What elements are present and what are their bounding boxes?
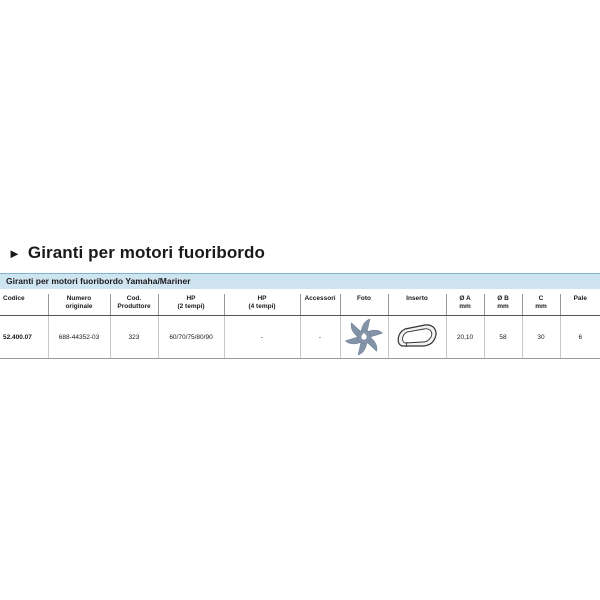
impeller-photo-icon — [344, 317, 384, 357]
col-header-foto: Foto — [340, 294, 388, 316]
col-header-inserto: Inserto — [388, 294, 446, 316]
insert-oval-icon — [394, 320, 440, 354]
cell-inserto — [388, 316, 446, 359]
cell-hp-2-tempi: 60/70/75/80/90 — [158, 316, 224, 359]
section-bar — [0, 273, 600, 289]
cell-hp-4-tempi: - — [224, 316, 300, 359]
product-table — [0, 294, 600, 359]
triangle-arrow-icon: ► — [8, 245, 21, 261]
col-header-cod-produttore: Cod. Produttore — [110, 294, 158, 316]
col-header-accessori: Accessori — [300, 294, 340, 316]
cell-numero-originale: 688-44352-03 — [48, 316, 110, 359]
cell-codice: 52.400.07 — [0, 316, 48, 359]
col-header-diam-a: Ø A mm — [446, 294, 484, 316]
table-row — [0, 316, 600, 359]
col-header-c: C mm — [522, 294, 560, 316]
page-title: Giranti per motori fuoribordo — [27, 243, 265, 262]
col-header-pale: Pale — [560, 294, 600, 316]
cell-accessori: - — [300, 316, 340, 359]
col-header-hp-4-tempi: HP (4 tempi) — [224, 294, 300, 316]
cell-c: 30 — [522, 316, 560, 359]
heading-row — [8, 243, 265, 263]
cell-diam-a: 20,10 — [446, 316, 484, 359]
cell-cod-produttore: 323 — [110, 316, 158, 359]
section-title: Giranti per motori fuoribordo Yamaha/Mariner — [6, 276, 191, 286]
cell-foto — [340, 316, 388, 359]
table-header-row — [0, 294, 600, 316]
cell-diam-b: 58 — [484, 316, 522, 359]
cell-pale: 6 — [560, 316, 600, 359]
col-header-numero-originale: Numero originale — [48, 294, 110, 316]
col-header-diam-b: Ø B mm — [484, 294, 522, 316]
col-header-hp-2-tempi: HP (2 tempi) — [158, 294, 224, 316]
col-header-codice: Codice — [0, 294, 48, 316]
